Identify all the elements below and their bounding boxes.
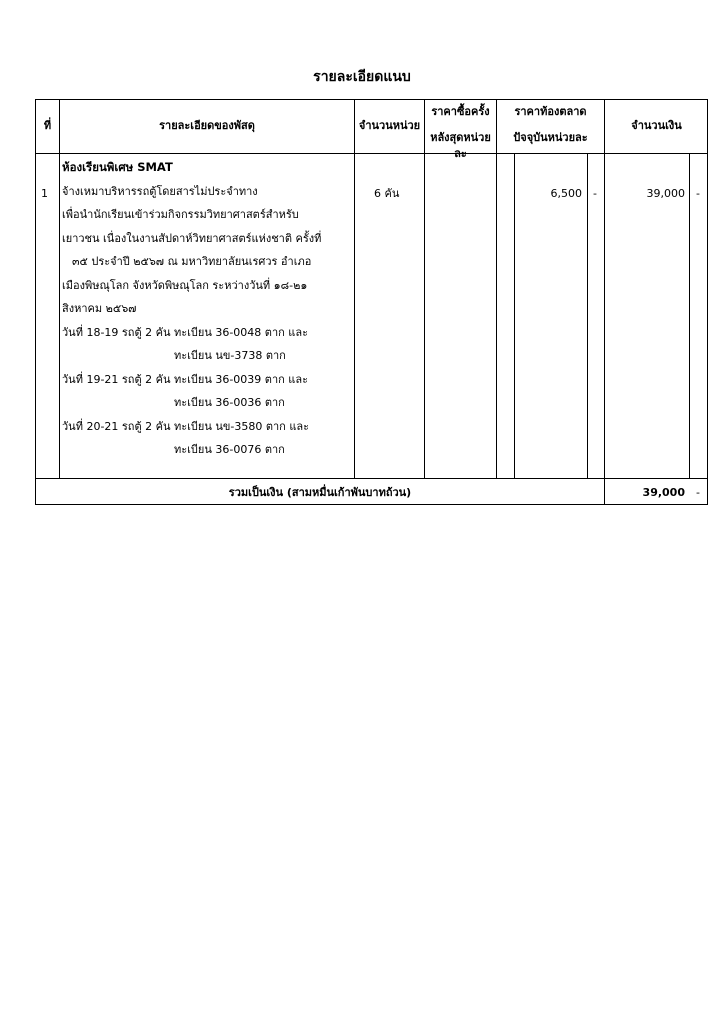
description-line: วันที่ 19-21 รถตู้ 2 คัน ทะเบียน 36-0039 ตาก และ [62, 372, 309, 386]
col-divider [689, 153, 690, 478]
quantity-value: 6 คัน [374, 187, 400, 200]
market-price-dash: - [593, 187, 597, 200]
header-divider [36, 153, 707, 154]
total-label: รวมเป็นเงิน (สามหมื่นเก้าพันบาทถ้วน) [228, 486, 412, 499]
description-line: ทะเบียน นข-3738 ตาก [174, 349, 286, 362]
document-title: รายละเอียดแนบ [313, 69, 411, 85]
header-last-price-line1: ราคาซื้อครั้ง [431, 105, 490, 118]
item-description [62, 156, 347, 462]
col-divider [604, 100, 605, 504]
header-last-price-line2: หลังสุดหน่วยละ [430, 131, 491, 160]
amount-value: 39,000 [646, 187, 685, 200]
header-no: ที่ [43, 119, 52, 132]
col-divider [354, 100, 355, 478]
description-line: วันที่ 20-21 รถตู้ 2 คัน ทะเบียน นข-3580 ตาก และ [62, 419, 310, 433]
items-table [35, 99, 708, 505]
total-divider [36, 478, 707, 479]
col-divider [587, 153, 588, 478]
market-price-value: 6,500 [550, 187, 582, 200]
description-line: ทะเบียน 36-0036 ตาก [174, 396, 285, 409]
total-amount-dash: - [696, 486, 700, 499]
total-amount: 39,000 [642, 486, 685, 499]
description-line: เพื่อนำนักเรียนเข้าร่วมกิจกรรมวิทยาศาสตร์สำหรับ [62, 208, 299, 221]
description-line: เยาวชน เนื่องในงานสัปดาห์วิทยาศาสตร์แห่งชาติ ครั้งที่ [62, 231, 322, 245]
item-title: ห้องเรียนพิเศษ SMAT [62, 160, 173, 174]
header-item: รายละเอียดของพัสดุ [159, 119, 255, 132]
description-line: สิงหาคม ๒๕๖๗ [62, 302, 137, 315]
row-number: 1 [41, 187, 48, 200]
header-amount: จำนวนเงิน [631, 119, 682, 132]
description-line: จ้างเหมาบริหารรถตู้โดยสารไม่ประจำทาง [62, 184, 258, 198]
header-market-price-line1: ราคาท้องตลาด [514, 105, 587, 118]
col-divider [59, 100, 60, 478]
amount-dash: - [696, 187, 700, 200]
header-market-price-line2: ปัจจุบันหน่วยละ [513, 131, 588, 144]
description-line: ทะเบียน 36-0076 ตาก [174, 443, 285, 456]
col-divider [496, 100, 497, 478]
description-line: วันที่ 18-19 รถตู้ 2 คัน ทะเบียน 36-0048 ตาก และ [62, 325, 309, 339]
description-line: เมืองพิษณุโลก จังหวัดพิษณุโลก ระหว่างวันที่ ๑๘-๒๑ [62, 278, 308, 292]
description-line: ๓๕ ประจำปี ๒๕๖๗ ณ มหาวิทยาลัยนเรศวร อำเภอ [72, 255, 312, 268]
header-quantity: จำนวนหน่วย [358, 119, 421, 132]
